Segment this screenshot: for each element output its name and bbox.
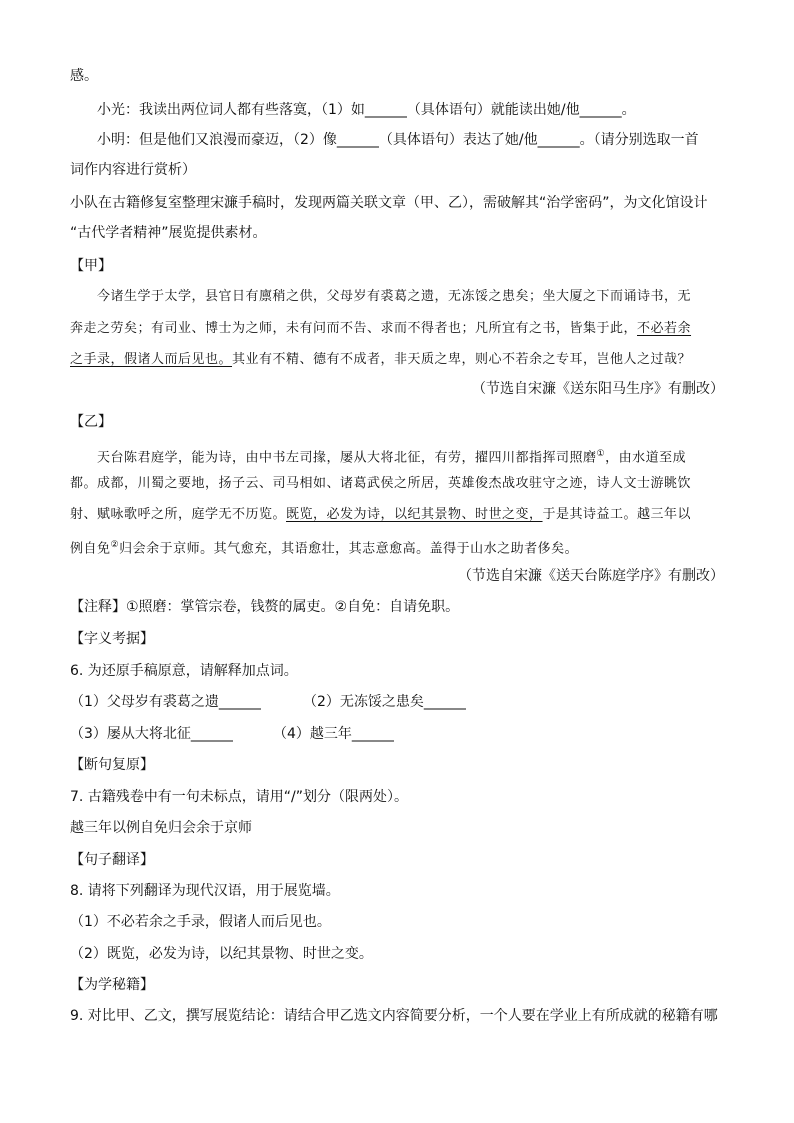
text-line: “古代学者精神”展览提供素材。: [70, 225, 267, 241]
question-7-sentence: 越三年以例自免归会余于京师: [70, 820, 252, 836]
source-citation: （节选自宋濂《送东阳马生序》有删改）: [472, 381, 724, 397]
underlined-text: 之手录，假诸人而后见也。: [70, 352, 233, 367]
classical-text-line: [70, 350, 730, 370]
section-heading-yi: 【乙】: [70, 414, 112, 430]
classical-text: 奔走之劳矣；有司业、博士为之师，未有问而不告、求而不得者也；凡所宜有之书，皆集于此，: [70, 321, 638, 336]
classical-text-line: [70, 505, 730, 525]
underlined-text: 不必若余: [637, 321, 692, 336]
annotation-note: 【注释】①照磨：掌管宗卷，钱赘的属吏。②自免：自请免职。: [70, 599, 460, 615]
text-line: 感。: [70, 68, 98, 84]
text-line: 小明：但是他们又浪漫而豪迈，（2）像______（具体语句）表达了她/他______。（请分别选取一首: [97, 132, 699, 148]
question-item: （3）屡从大将北征______: [70, 726, 233, 742]
question-item: （2）既览，必发为诗，以纪其景物、时世之变。: [70, 946, 373, 962]
classical-text: 其业有不精、德有不成者，非天质之卑，则心不若余之专耳，岂他人之过哉？: [232, 352, 692, 367]
question-item: （4）越三年______: [273, 726, 394, 742]
question-7: 7. 古籍残卷中有一句未标点，请用“/”划分（限两处）。: [70, 789, 409, 805]
source-citation: （节选自宋濂《送天台陈庭学序》有删改）: [458, 568, 724, 584]
underlined-text: 既览，必发为诗，以纪其景物、时世之变，: [286, 507, 543, 522]
question-6: 6. 为还原手稿原意，请解释加点词。: [70, 663, 298, 679]
question-8: 8. 请将下列翻译为现代汉语，用于展览墙。: [70, 883, 340, 899]
section-heading: 【断句复原】: [70, 757, 154, 773]
section-heading: 【字义考据】: [70, 631, 154, 647]
question-9: 9. 对比甲、乙文，撰写展览结论：请结合甲乙选文内容简要分析，一个人要在学业上有所成就的秘籍有哪: [70, 1008, 718, 1024]
section-heading: 【句子翻译】: [70, 852, 154, 868]
classical-text: 射、赋咏歌呼之所，庭学无不历览。: [70, 507, 287, 522]
classical-text: ，由水道至成: [605, 450, 687, 466]
section-heading: 【为学秘籍】: [70, 977, 154, 993]
classical-text-line: [97, 444, 757, 468]
text-line: 词作内容进行赏析）: [70, 162, 196, 178]
question-item: （1）不必若余之手录，假诸人而后见也。: [70, 914, 331, 930]
classical-text-line: 都。成都，川蜀之要地，扬子云、司马相如、诸葛武侯之所居，英雄俊杰战攻驻守之迹，诗人文士游眺饮: [70, 476, 692, 491]
classical-text-line: 今诸生学于太学，县官日有廪稍之供，父母岁有裘葛之遗，无冻馁之患矣；坐大厦之下而诵诗书，无: [97, 289, 692, 304]
section-heading-jia: 【甲】: [70, 258, 112, 274]
text-line: 小队在古籍修复室整理宋濂手稿时，发现两篇关联文章（甲、乙），需破解其“治学密码”，为文化馆设计: [70, 195, 708, 211]
text-line: 小光：我读出两位词人都有些落寞，（1）如______（具体语句）就能读出她/他______。: [97, 102, 636, 118]
classical-text: 于是其诗益工。越三年以: [542, 507, 692, 522]
footnote-marker: ②: [110, 540, 120, 550]
classical-text: 归会余于京师。其气愈充，其语愈壮，其志意愈高。盖得于山水之助者侈矣。: [119, 541, 579, 557]
classical-text: 例自免: [70, 541, 111, 557]
classical-text: 天台陈君庭学，能为诗，由中书左司掾，屡从大将北征，有劳，擢四川都指挥司照磨: [97, 450, 597, 466]
question-item: （1）父母岁有裘葛之遗______: [70, 694, 261, 710]
question-item: （2）无冻馁之患矣______: [303, 694, 466, 710]
classical-text-line: [70, 535, 730, 559]
classical-text-line: [70, 319, 730, 339]
footnote-marker: ①: [596, 449, 606, 459]
